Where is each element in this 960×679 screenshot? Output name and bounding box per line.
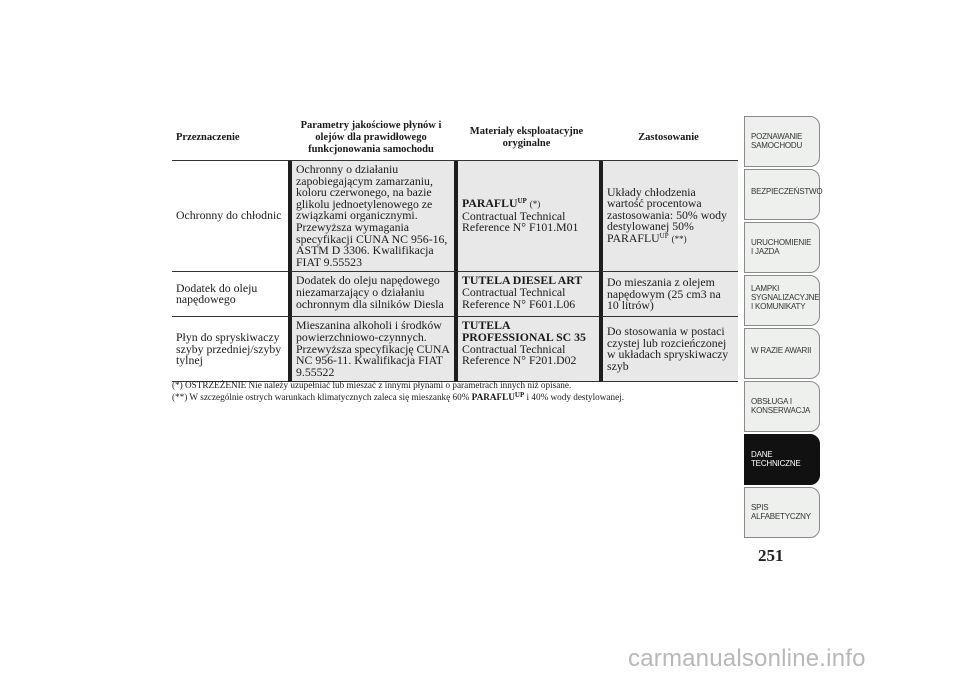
application-sup: UP [659, 232, 669, 241]
tab-dane-techniczne[interactable]: DANE TECHNICZNE [744, 434, 820, 485]
application-note: (**) [671, 234, 687, 245]
product-reference: Contractual Technical Reference N° F201.D02 [462, 341, 577, 368]
chapter-sidebar [744, 116, 823, 540]
product-reference: Contractual Technical Reference N° F601.L06 [462, 284, 576, 311]
row-purpose: Ochronny do chłodnic [172, 161, 288, 272]
row-params: Mieszanina alkoholi i środków powierzchniowo-czynnych. Przewyższa specyfikację CUNA NC 956-11. Kwalifikacja FIAT 9.55522 [288, 317, 454, 382]
tab-lampki-sygnalizacyjne[interactable]: LAMPKI SYGNALIZACYJNE I KOMUNIKATY [744, 275, 820, 326]
row-application [599, 161, 738, 272]
tab-obsluga-i-konserwacja[interactable]: OBSŁUGA I KONSERWACJA [744, 381, 820, 432]
header-application: Zastosowanie [599, 118, 738, 161]
header-purpose: Przeznaczenie [172, 118, 288, 161]
tab-bezpieczenstwo[interactable]: BEZPIECZEŃSTWO [744, 169, 820, 220]
footnote-warning: (*) OSTRZEŻENIE Nie należy uzupełniać lub mieszać z innymi płynami o parametrach innych niż opisane. [172, 380, 572, 390]
footnote-mixture-pre: (**) W szczególnie ostrych warunkach klimatycznych zaleca się mieszankę 60% [172, 392, 472, 402]
table-row [172, 317, 738, 382]
footnote-mixture [172, 391, 792, 403]
footnote-mixture-product: PARAFLU [471, 392, 515, 402]
fluids-table-container [172, 118, 738, 382]
tab-w-razie-awarii[interactable]: W RAZIE AWARII [744, 328, 820, 379]
tab-spis-alfabetyczny[interactable]: SPIS ALFABETYCZNY [744, 487, 820, 538]
row-params: Dodatek do oleju napędowego niezamarzający o działaniu ochronnym dla silników Diesla [288, 272, 454, 317]
table-header-row [172, 118, 738, 161]
header-materials: Materiały eksploatacyjne oryginalne [454, 118, 599, 161]
tab-poznawanie-samochodu[interactable]: POZNAWANIE SAMOCHODU [744, 116, 820, 167]
fluids-table [172, 118, 738, 382]
header-params: Parametry jakościowe płynów i olejów dla prawidłowego funkcjonowania samochodu [288, 118, 454, 161]
tab-uruchomienie-i-jazda[interactable]: URUCHOMIENIE I JAZDA [744, 222, 820, 273]
row-purpose: Dodatek do oleju napędowego [172, 272, 288, 317]
footnote-mixture-sup: UP [514, 391, 525, 399]
row-material [454, 317, 599, 382]
product-note: (*) [529, 199, 541, 210]
footnotes [172, 379, 792, 403]
row-purpose: Płyn do spryskiwaczy szyby przedniej/szyby tylnej [172, 317, 288, 382]
row-material [454, 272, 599, 317]
row-application: Do stosowania w postaci czystej lub rozcieńczonej w układach spryskiwaczy szyb [599, 317, 738, 382]
table-row [172, 272, 738, 317]
product-name: TUTELA PROFESSIONAL SC 35 [462, 318, 586, 344]
row-material [454, 161, 599, 272]
table-row [172, 161, 738, 272]
row-application: Do mieszania z olejem napędowym (25 cm3 na 10 litrów) [599, 272, 738, 317]
product-name: TUTELA DIESEL ART [462, 273, 583, 288]
application-text: Układy chłodzenia wartość procentowa zastosowania: 50% wody destylowanej 50% PARAFLU [607, 184, 727, 246]
product-sup: UP [517, 197, 527, 206]
product-name: PARAFLU [462, 196, 518, 211]
footnote-mixture-post: i 40% wody destylowanej. [524, 392, 625, 402]
product-reference: Contractual Technical Reference N° F101.M01 [462, 208, 579, 235]
page-number: 251 [758, 546, 784, 565]
row-params: Ochronny o działaniu zapobiegającym zamarzaniu, koloru czerwonego, na bazie glikolu jednoetylenowego ze związkami organicznymi. Przewyższa wymagania specyfikacji CUNA NC 956-16, ASTM D 3306. Kwalifikacja FIAT 9.55523 [288, 161, 454, 272]
watermark: carmanualsonline.info [628, 645, 866, 672]
